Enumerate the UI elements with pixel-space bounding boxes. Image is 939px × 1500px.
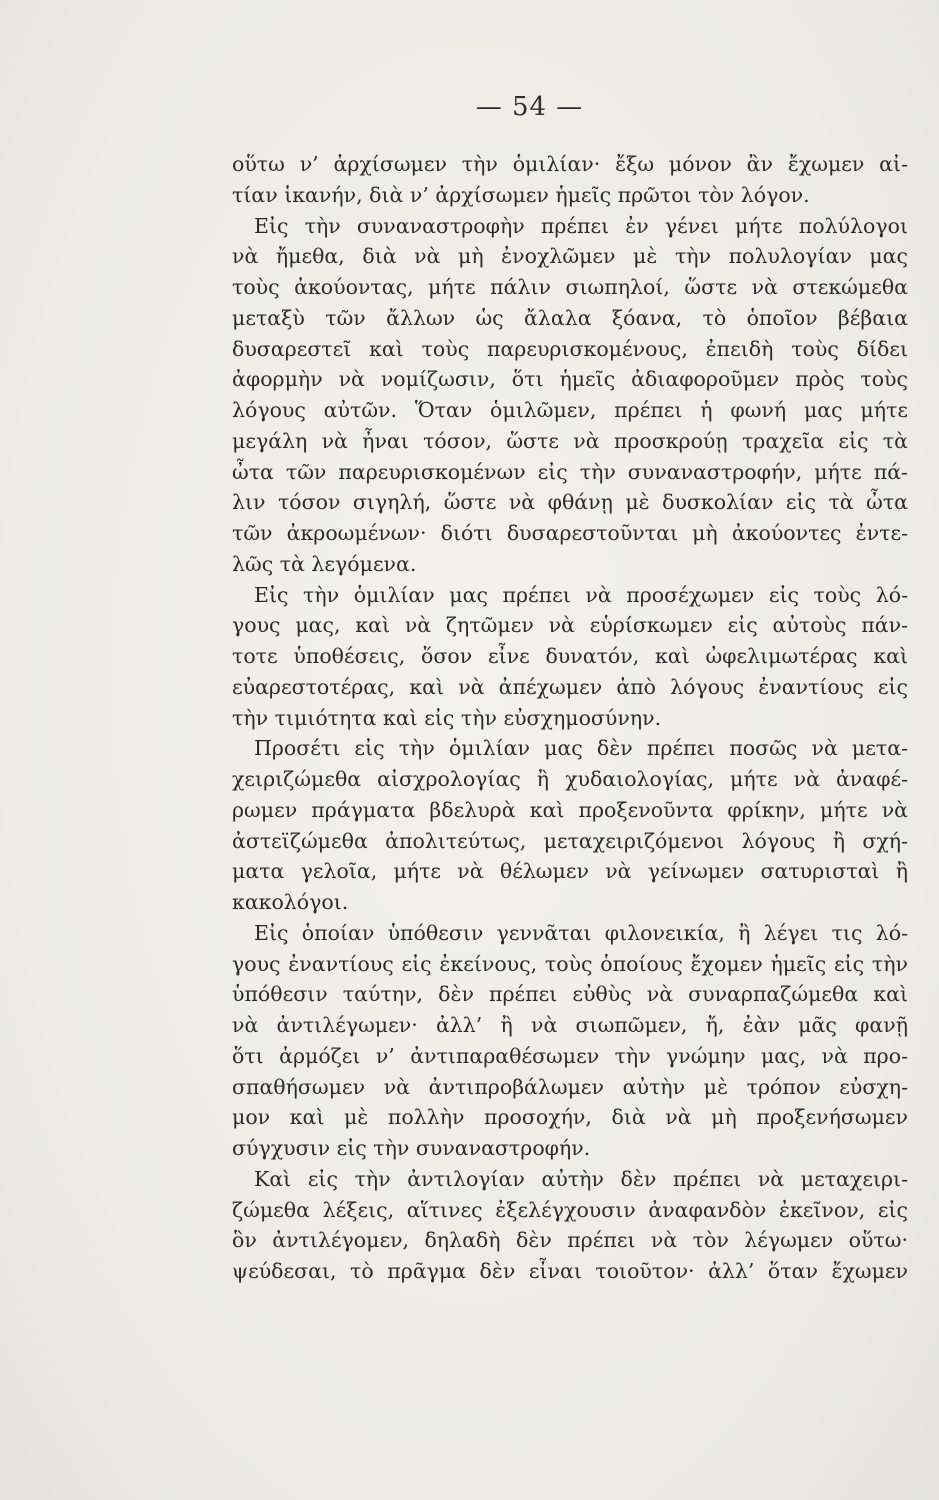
text-line: τοὺς ἀκούοντας, μήτε πάλιν σιωπηλοί, ὥστε νὰ στεκώμεθα bbox=[232, 275, 908, 299]
text-line: νὰ ἤμεθα, διὰ νὰ μὴ ἐνοχλῶμεν μὲ τὴν πολυλογίαν μας bbox=[232, 244, 908, 269]
text-line: εὐαρεστοτέρας, καὶ νὰ ἀπέχωμεν ἀπὸ λόγους ἐναντίους εἰς bbox=[232, 674, 908, 699]
text-line: τὴν τιμιότητα καὶ εἰς τὴν εὐσχημοσύνην. bbox=[232, 705, 662, 730]
text-line: γους ἐναντίους εἰς ἐκείνους, τοὺς ὁποίους ἔχομεν ἡμεῖς εἰς τὴν bbox=[232, 951, 908, 976]
text-line: Καὶ εἰς τὴν ἀντιλογίαν αὐτὴν δὲν πρέπει νὰ μεταχειρι- bbox=[254, 1166, 908, 1191]
text-line: μεγάλη νὰ ἦναι τόσον, ὥστε νὰ προσκρούῃ τραχεῖα εἰς τὰ bbox=[232, 428, 908, 453]
text-line: ἀφορμὴν νὰ νομίζωσιν, ὅτι ἡμεῖς ἀδιαφοροῦμεν πρὸς τοὺς bbox=[232, 367, 908, 392]
text-line: μον καὶ μὲ πολλὴν προσοχήν, διὰ νὰ μὴ προξενήσωμεν bbox=[232, 1105, 908, 1130]
text-line: ὑπόθεσιν ταύτην, δὲν πρέπει εὐθὺς νὰ συναρπαζώμεθα καὶ bbox=[232, 982, 908, 1007]
text-line: Εἰς ὁποίαν ὑπόθεσιν γεννᾶται φιλονεικία, ἢ λέγει τις λό- bbox=[254, 920, 908, 945]
text-line: τοτε ὑποθέσεις, ὅσον εἶνε δυνατόν, καὶ ὠφελιμωτέρας καὶ bbox=[232, 644, 908, 668]
text-line: λόγους αὐτῶν. Ὅταν ὁμιλῶμεν, πρέπει ἡ φωνή μας μήτε bbox=[232, 398, 908, 422]
text-line: Προσέτι εἰς τὴν ὁμιλίαν μας δὲν πρέπει ποσῶς νὰ μετα- bbox=[254, 736, 908, 761]
text-line: ψεύδεσαι, τὸ πρᾶγμα δὲν εἶναι τοιοῦτον· ἀλλ’ ὅταν ἔχωμεν bbox=[232, 1259, 908, 1283]
text-line: σπαθήσωμεν νὰ ἀντιπροβάλωμεν αὐτὴν μὲ τρόπον εὐσχη- bbox=[232, 1074, 908, 1099]
text-line: ἀστεϊζώμεθα ἀπολιτεύτως, μεταχειριζόμενοι λόγους ἢ σχή- bbox=[232, 828, 908, 853]
text-line: τῶν ἀκροωμένων· διότι δυσαρεστοῦνται μὴ ἀκούοντες ἐντε- bbox=[232, 521, 908, 545]
text-line: λιν τόσον σιγηλή, ὥστε νὰ φθάνῃ μὲ δυσκολίαν εἰς τὰ ὦτα bbox=[232, 490, 908, 515]
text-line: σύγχυσιν εἰς τὴν συναναστροφήν. bbox=[232, 1136, 591, 1160]
text-line: οὕτω ν’ ἀρχίσωμεν τὴν ὁμιλίαν· ἔξω μόνον ἂν ἔχωμεν αἰ- bbox=[232, 152, 908, 176]
text-line: ματα γελοῖα, μήτε νὰ θέλωμεν νὰ γείνωμεν σατυρισταὶ ἢ bbox=[232, 859, 908, 884]
text-line: ζώμεθα λέξεις, αἵτινες ἐξελέγχουσιν ἀναφανδὸν ἐκεῖνον, εἰς bbox=[232, 1197, 908, 1222]
text-line: νὰ ἀντιλέγωμεν· ἀλλ’ ἢ νὰ σιωπῶμεν, ἤ, ἐὰν μᾶς φανῇ bbox=[232, 1013, 908, 1037]
page-number: — 54 — bbox=[475, 92, 584, 122]
text-line: μεταξὺ τῶν ἄλλων ὡς ἄλαλα ξόανα, τὸ ὁποῖον βέβαια bbox=[232, 305, 908, 330]
text-line: δυσαρεστεῖ καὶ τοὺς παρευρισκομένους, ἐπειδὴ τοὺς δίδει bbox=[232, 336, 908, 361]
text-line: ὦτα τῶν παρευρισκομένων εἰς τὴν συναναστροφήν, μήτε πά- bbox=[232, 459, 908, 484]
text-line: Εἰς τὴν συναναστροφὴν πρέπει ἐν γένει μήτε πολύλογοι bbox=[254, 213, 908, 238]
text-line: ὅτι ἁρμόζει ν’ ἀντιπαραθέσωμεν τὴν γνώμην μας, νὰ προ- bbox=[232, 1043, 908, 1068]
text-line: τίαν ἱκανήν, διὰ ν’ ἀρχίσωμεν ἡμεῖς πρῶτοι τὸν λόγον. bbox=[232, 182, 810, 207]
text-line: Εἰς τὴν ὁμιλίαν μας πρέπει νὰ προσέχωμεν εἰς τοὺς λό- bbox=[254, 582, 908, 607]
page-text bbox=[232, 149, 908, 1287]
text-line: γους μας, καὶ νὰ ζητῶμεν νὰ εὑρίσκωμεν εἰς αὐτοὺς πάν- bbox=[232, 613, 908, 638]
text-line: ρωμεν πράγματα βδελυρὰ καὶ προξενοῦντα φρίκην, μήτε νὰ bbox=[232, 797, 908, 822]
text-line: λῶς τὰ λεγόμενα. bbox=[232, 551, 417, 576]
text-line: χειριζώμεθα αἰσχρολογίας ἢ χυδαιολογίας, μήτε νὰ ἀναφέ- bbox=[232, 767, 908, 791]
text-line: κακολόγοι. bbox=[232, 890, 349, 914]
text-line: ὃν ἀντιλέγομεν, δηλαδὴ δὲν πρέπει νὰ τὸν λέγωμεν οὕτω· bbox=[232, 1228, 908, 1253]
